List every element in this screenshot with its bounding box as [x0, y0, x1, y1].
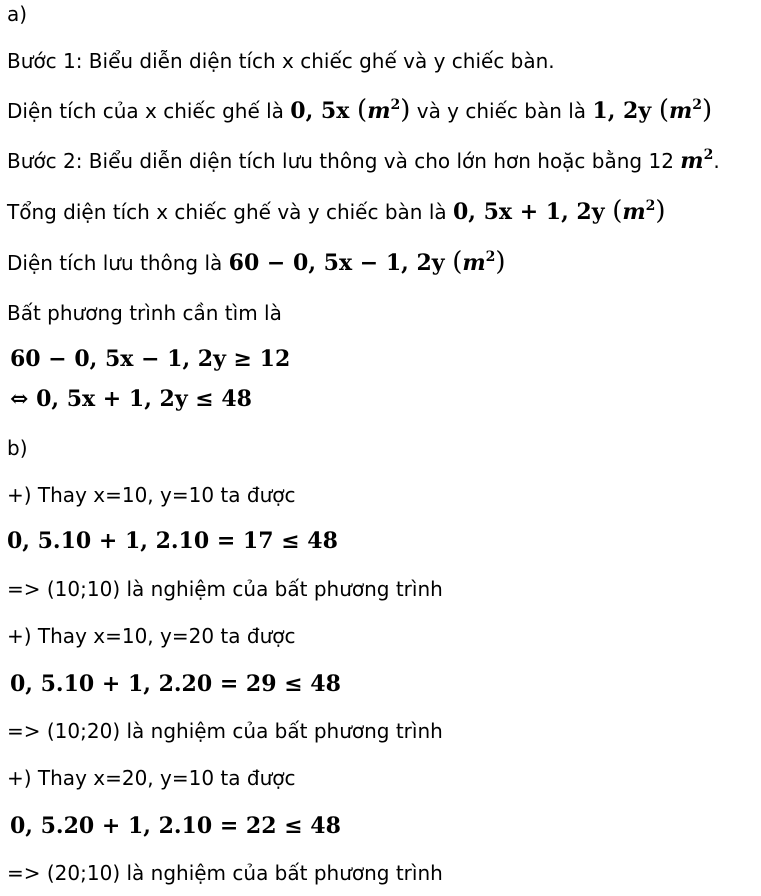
case-3-calculation: 0, 5.20 + 1, 2.10 = 22 ≤ 48 [10, 813, 341, 839]
case-2-calculation: 0, 5.10 + 1, 2.20 = 29 ≤ 48 [10, 671, 341, 697]
flow-area-expr: 60 − 0, 5x − 1, 2y $(m^2)$ [228, 247, 506, 277]
area-line [7, 96, 712, 125]
inequality-1: 60 − 0, 5x − 1, 2y ≥ 12 [10, 346, 291, 372]
inequality-2: ⇔ 0, 5x + 1, 2y ≤ 48 [10, 386, 252, 412]
area-expr-x: 0, 5x $(m^2)$ [290, 95, 411, 125]
step-2-unit: $m^2$ [680, 147, 714, 174]
part-a-label: a) [7, 2, 28, 26]
step-2-line: Bước 2: Biểu diễn diện tích lưu thông và cho lớn hơn hoặc bằng 12 $m^2$. [7, 147, 720, 174]
case-1-calculation: 0, 5.10 + 1, 2.10 = 17 ≤ 48 [7, 528, 338, 554]
area-expr-y: 1, 2y $(m^2)$ [592, 95, 713, 125]
step-1-text: Bước 1: Biểu diễn diện tích x chiếc ghế và y chiếc bàn. [7, 49, 555, 73]
case-2-conclusion: => (10;20) là nghiệm của bất phương trình [7, 719, 443, 743]
flow-area-text: Diện tích lưu thông là [7, 251, 223, 275]
case-3-conclusion: => (20;10) là nghiệm của bất phương trình [7, 861, 443, 885]
total-area-text: Tổng diện tích x chiếc ghế và y chiếc bàn là [7, 200, 447, 224]
case-3-substitute: +) Thay x=20, y=10 ta được [7, 766, 296, 790]
area-text-1: Diện tích của x chiếc ghế là [7, 99, 284, 123]
part-b-label: b) [7, 436, 28, 460]
flow-area-line [7, 248, 506, 277]
step-2-text: Bước 2: Biểu diễn diện tích lưu thông và cho lớn hơn hoặc bằng 12 [7, 149, 674, 173]
area-text-2: và y chiếc bàn là [416, 99, 587, 123]
case-2-substitute: +) Thay x=10, y=20 ta được [7, 624, 296, 648]
total-area-line [7, 197, 666, 226]
total-area-expr: 0, 5x + 1, 2y $(m^2)$ [453, 196, 666, 226]
case-1-substitute: +) Thay x=10, y=10 ta được [7, 483, 296, 507]
case-1-conclusion: => (10;10) là nghiệm của bất phương trình [7, 577, 443, 601]
inequality-intro: Bất phương trình cần tìm là [7, 301, 282, 325]
